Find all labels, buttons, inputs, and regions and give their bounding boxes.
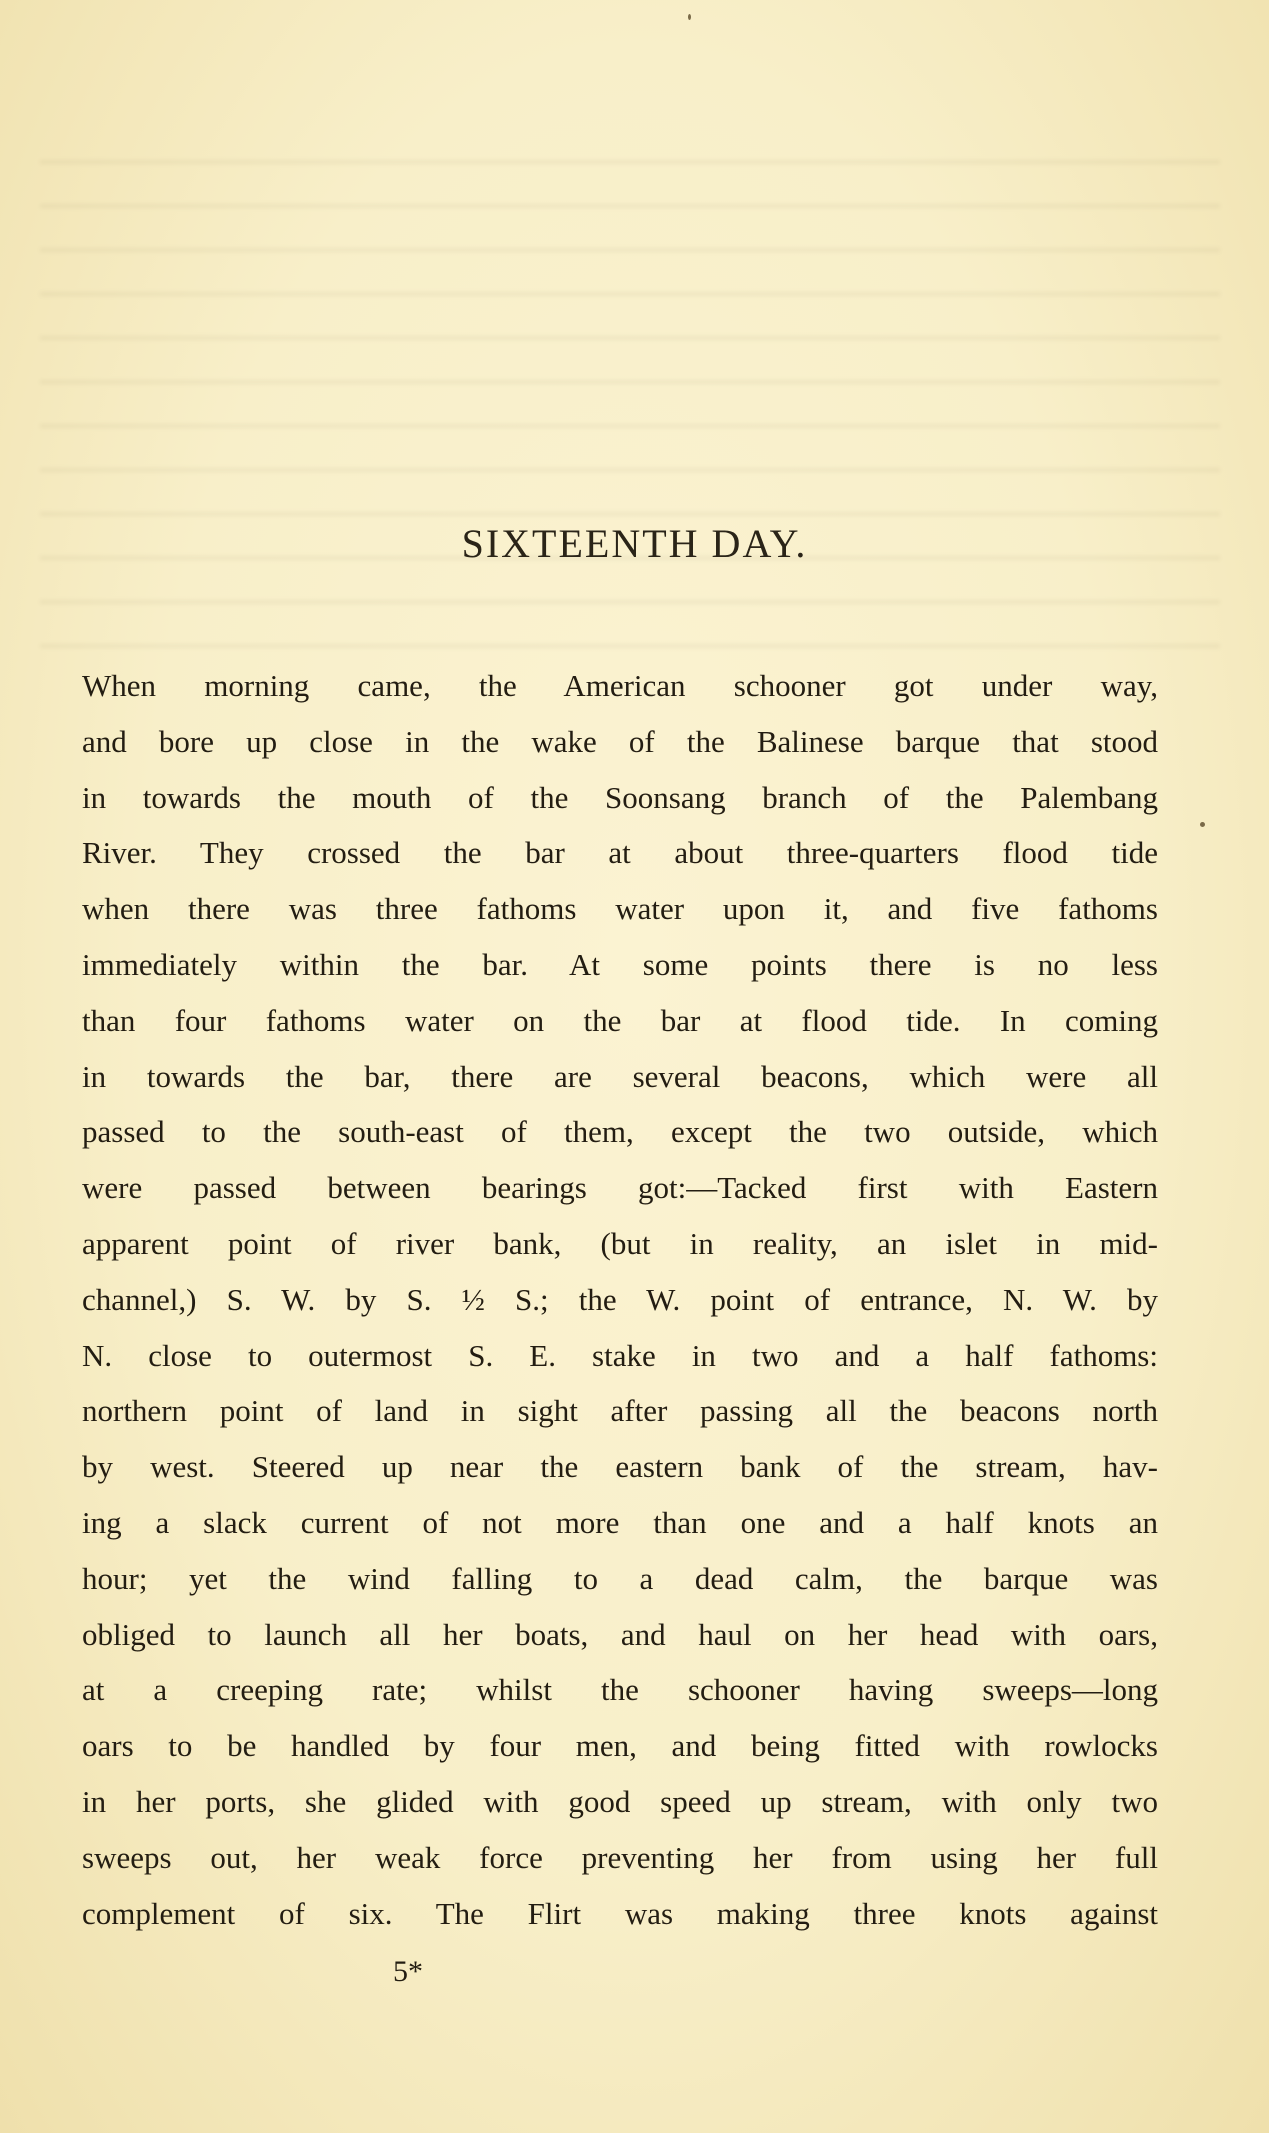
chapter-heading: SIXTEENTH DAY. — [461, 521, 808, 566]
text-line: at a creeping rate; whilst the schooner having sweeps—long — [82, 1672, 1158, 1708]
text-line: oars to be handled by four men, and being fitted with rowlocks — [82, 1728, 1158, 1764]
text-line: apparent point of river bank, (but in reality, an islet in mid- — [82, 1225, 1158, 1261]
text-line: when there was three fathoms water upon it, and five fathoms — [82, 891, 1158, 927]
page-folio: 5* — [393, 1955, 423, 1988]
text-line: by west. Steered up near the eastern bank of the stream, hav- — [82, 1449, 1158, 1485]
text-line: sweeps out, her weak force preventing her from using her full — [82, 1839, 1158, 1875]
text-line: and bore up close in the wake of the Balinese barque that stood — [82, 723, 1158, 759]
print-speck — [1200, 822, 1205, 827]
text-line: northern point of land in sight after passing all the beacons north — [82, 1393, 1158, 1429]
text-line: obliged to launch all her boats, and haul on her head with oars, — [82, 1616, 1158, 1652]
text-line: were passed between bearings got:—Tacked first with Eastern — [82, 1170, 1158, 1206]
text-line: When morning came, the American schooner got under way, — [82, 668, 1158, 703]
text-line: passed to the south-east of them, except the two outside, which — [82, 1114, 1158, 1150]
text-line: channel,) S. W. by S. ½ S.; the W. point of entrance, N. W. by — [82, 1281, 1158, 1317]
text-line: than four fathoms water on the bar at flood tide. In coming — [82, 1002, 1158, 1038]
text-line: in towards the bar, there are several beacons, which were all — [82, 1058, 1158, 1094]
show-through-text — [40, 120, 1220, 680]
text-line: complement of six. The Flirt was making three knots against — [82, 1895, 1158, 1931]
text-line: N. close to outermost S. E. stake in two and a half fathoms: — [82, 1337, 1158, 1373]
text-line: in towards the mouth of the Soonsang branch of the Palembang — [82, 779, 1158, 815]
text-line: in her ports, she glided with good speed up stream, with only two — [82, 1783, 1158, 1819]
print-speck — [688, 14, 691, 20]
text-line: hour; yet the wind falling to a dead calm, the barque was — [82, 1560, 1158, 1596]
text-line: immediately within the bar. At some points there is no less — [82, 946, 1158, 982]
text-line: River. They crossed the bar at about three-quarters flood tide — [82, 835, 1158, 871]
text-line: ing a slack current of not more than one and a half knots an — [82, 1504, 1158, 1540]
body-paragraph — [82, 658, 1158, 1941]
